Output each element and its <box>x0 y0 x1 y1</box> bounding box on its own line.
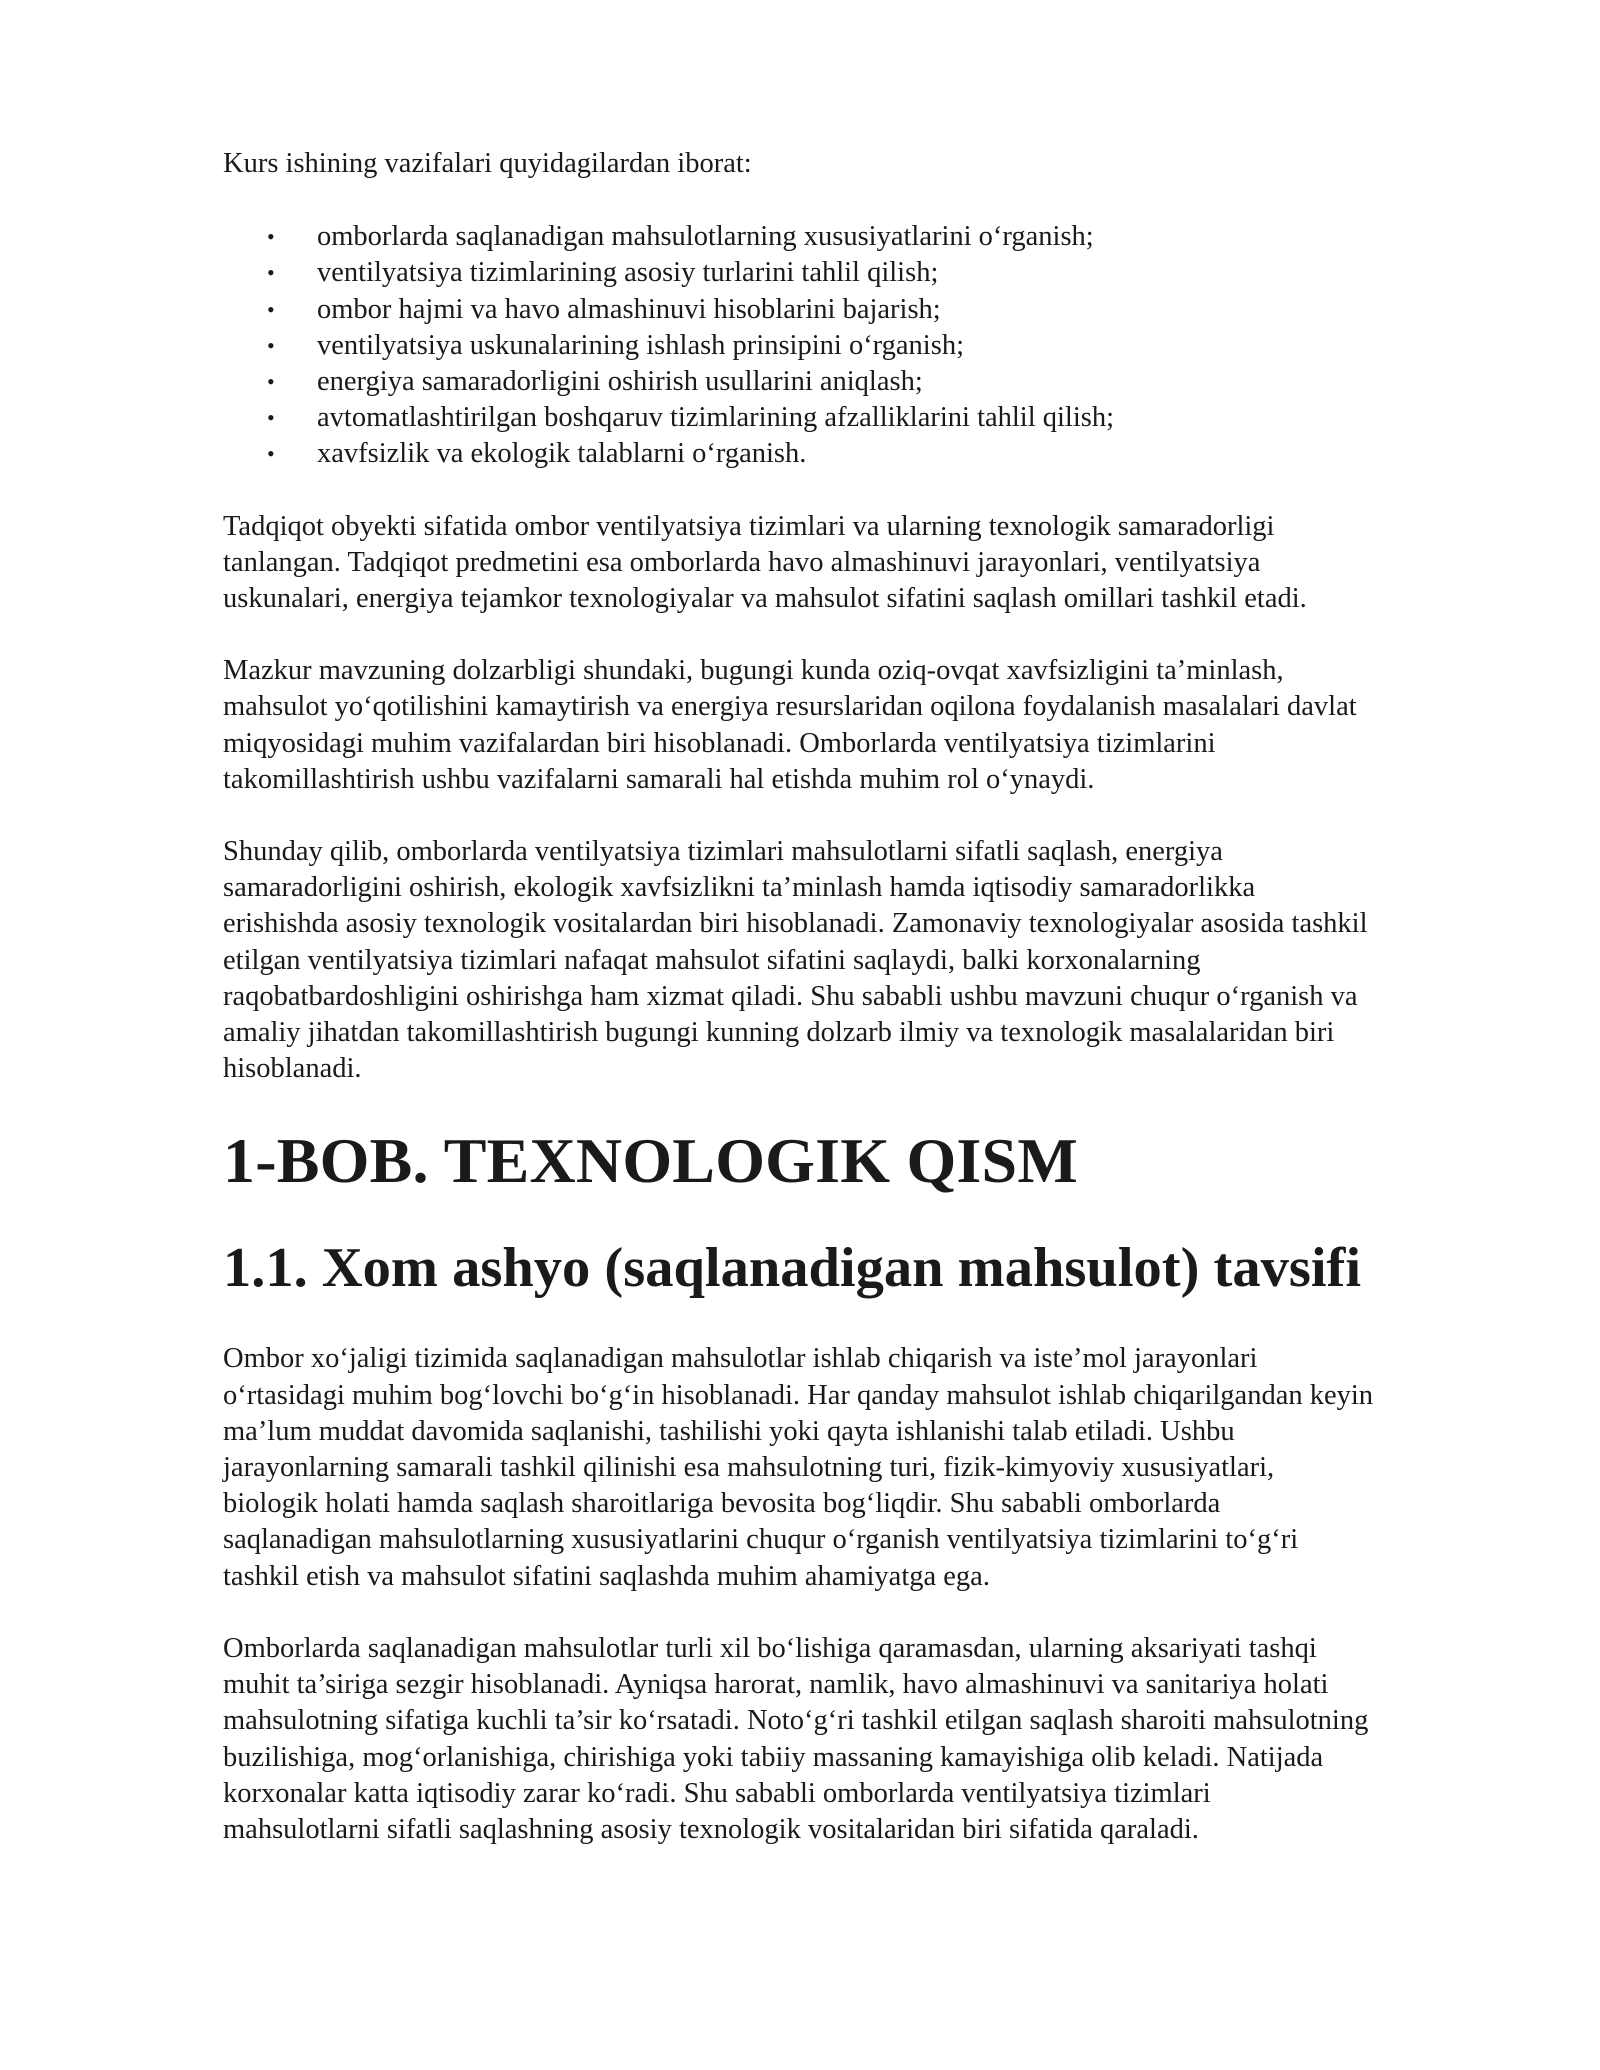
intro-text: Kurs ishining vazifalari quyidagilardan iborat: <box>223 148 752 179</box>
bullet-icon: • <box>267 405 275 431</box>
text-line: Mazkur mavzuning dolzarbligi shundaki, bugungi kunda oziq-ovqat xavfsizligini ta’minlash, <box>223 655 1284 687</box>
list-item-text: energiya samaradorligini oshirish usullarini aniqlash; <box>317 366 923 398</box>
list-item <box>223 219 1513 255</box>
text-line: mahsulot yo‘qotilishini kamaytirish va energiya resurslaridan oqilona foydalanish masalalari davlat <box>223 691 1357 723</box>
text-line: saqlanadigan mahsulotlarning xususiyatlarini chuqur o‘rganish ventilyatsiya tizimlarini to‘g‘ri <box>223 1524 1299 1556</box>
list-item <box>223 364 1513 400</box>
text-line: samaradorligini oshirish, ekologik xavfsizlikni ta’minlash hamda iqtisodiy samaradorlikka <box>223 872 1256 904</box>
bullet-icon: • <box>267 441 275 467</box>
bullet-icon: • <box>267 296 275 322</box>
list-item <box>223 328 1513 364</box>
paragraph-relevance <box>223 653 1513 798</box>
text-line: hisoblanadi. <box>223 1053 362 1085</box>
task-list <box>223 219 1513 472</box>
list-item-text: avtomatlashtirilgan boshqaruv tizimlarining afzalliklarini tahlil qilish; <box>317 402 1115 434</box>
text-line: mahsulotning sifatiga kuchli ta’sir ko‘rsatadi. Noto‘g‘ri tashkil etilgan saqlash sharoiti mahsulotning <box>223 1705 1369 1737</box>
chapter-heading: 1-BOB. TEXNOLOGIK QISM <box>223 1125 1078 1197</box>
list-item-text: xavfsizlik va ekologik talablarni o‘rganish. <box>317 438 807 470</box>
list-item <box>223 436 1513 472</box>
text-line: uskunalari, energiya tejamkor texnologiyalar va mahsulot sifatini saqlash omillari tashkil etadi. <box>223 583 1307 615</box>
list-item <box>223 400 1513 436</box>
text-line: etilgan ventilyatsiya tizimlari nafaqat mahsulot sifatini saqlaydi, balki korxonalarning <box>223 944 1201 976</box>
paragraph-research-object <box>223 509 1513 618</box>
text-line: biologik holati hamda saqlash sharoitlariga bevosita bog‘liqdir. Shu sababli omborlarda <box>223 1488 1221 1520</box>
bullet-icon: • <box>267 369 275 395</box>
bullet-icon: • <box>267 332 275 358</box>
text-line: mahsulotlarni sifatli saqlashning asosiy texnologik vositalaridan biri sifatida qaraladi. <box>223 1813 1199 1845</box>
text-line: Tadqiqot obyekti sifatida ombor ventilyatsiya tizimlari va ularning texnologik samaradorligi <box>223 510 1275 542</box>
paragraph-conclusion <box>223 834 1513 1087</box>
text-line: korxonalar katta iqtisodiy zarar ko‘radi. Shu sababli omborlarda ventilyatsiya tizimlari <box>223 1777 1211 1809</box>
text-line: muhit ta’siriga sezgir hisoblanadi. Ayniqsa harorat, namlik, havo almashinuvi va sanitariya holati <box>223 1669 1329 1701</box>
text-line: takomillashtirish ushbu vazifalarni samarali hal etishda muhim rol o‘ynaydi. <box>223 763 1095 795</box>
text-line: tanlangan. Tadqiqot predmetini esa omborlarda havo almashinuvi jarayonlari, ventilyatsiya <box>223 546 1261 578</box>
paragraph-storage-system <box>223 1341 1513 1594</box>
text-line: o‘rtasidagi muhim bog‘lovchi bo‘g‘in hisoblanadi. Har qanday mahsulot ishlab chiqarilgandan keyin <box>223 1379 1374 1411</box>
text-line: erishishda asosiy texnologik vositalardan biri hisoblanadi. Zamonaviy texnologiyalar asosida tashkil <box>223 908 1368 940</box>
text-line: tashkil etish va mahsulot sifatini saqlashda muhim ahamiyatga ega. <box>223 1560 990 1592</box>
document-page <box>223 146 1513 1884</box>
text-line: jarayonlarning samarali tashkil qilinishi esa mahsulotning turi, fizik-kimyoviy xususiyatlari, <box>223 1452 1275 1484</box>
text-line: Shunday qilib, omborlarda ventilyatsiya tizimlari mahsulotlarni sifatli saqlash, energiya <box>223 836 1223 868</box>
list-item-text: ventilyatsiya uskunalarining ishlash prinsipini o‘rganish; <box>317 329 964 361</box>
bullet-icon: • <box>267 260 275 286</box>
list-item <box>223 292 1513 328</box>
list-item <box>223 255 1513 291</box>
list-item-text: ventilyatsiya tizimlarining asosiy turlarini tahlil qilish; <box>317 257 939 289</box>
text-line: ma’lum muddat davomida saqlanishi, tashilishi yoki qayta ishlanishi talab etiladi. Ushbu <box>223 1415 1235 1447</box>
text-line: raqobatbardoshligini oshirishga ham xizmat qiladi. Shu sababli ushbu mavzuni chuqur o‘rganish va <box>223 980 1358 1012</box>
text-line: Ombor xo‘jaligi tizimida saqlanadigan mahsulotlar ishlab chiqarish va iste’mol jarayonlari <box>223 1343 1258 1375</box>
text-line: miqyosidagi muhim vazifalardan biri hisoblanadi. Omborlarda ventilyatsiya tizimlarini <box>223 727 1216 759</box>
text-line: Omborlarda saqlanadigan mahsulotlar turli xil bo‘lishiga qaramasdan, ularning aksariyati tashqi <box>223 1632 1317 1664</box>
bullet-icon: • <box>267 224 275 250</box>
text-line: amaliy jihatdan takomillashtirish bugungi kunning dolzarb ilmiy va texnologik masalalaridan biri <box>223 1017 1335 1049</box>
list-item-text: ombor hajmi va havo almashinuvi hisoblarini bajarish; <box>317 293 941 325</box>
section-heading: 1.1. Xom ashyo (saqlanadigan mahsulot) tavsifi <box>223 1237 1362 1300</box>
text-line: buzilishiga, mog‘orlanishiga, chirishiga yoki tabiiy massaning kamayishiga olib keladi. Natijada <box>223 1741 1324 1773</box>
list-item-text: omborlarda saqlanadigan mahsulotlarning xususiyatlarini o‘rganish; <box>317 221 1094 253</box>
paragraph-storage-conditions <box>223 1631 1513 1848</box>
